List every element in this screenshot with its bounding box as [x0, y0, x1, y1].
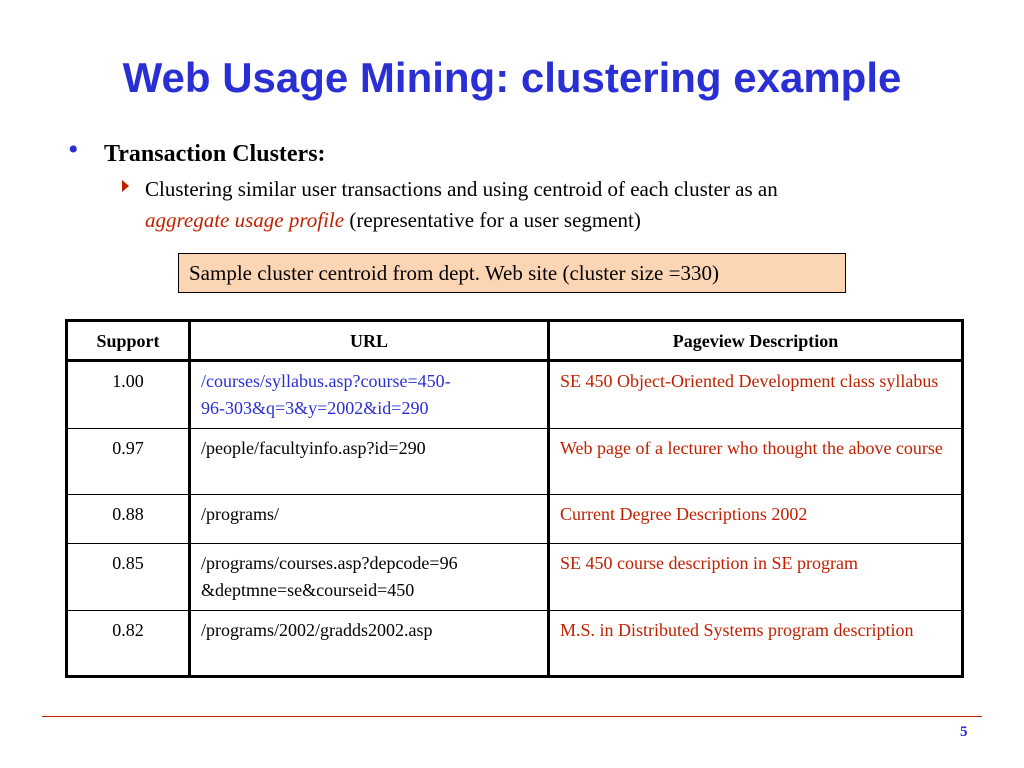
sub-bullet-text-after: (representative for a user segment) [349, 208, 641, 232]
cell-description: Web page of a lecturer who thought the above course [549, 429, 963, 495]
cell-url: /programs/2002/gradds2002.asp [190, 611, 549, 677]
cluster-callout: Sample cluster centroid from dept. Web site (cluster size =330) [178, 253, 846, 293]
cell-support: 0.85 [67, 544, 190, 611]
table-row [67, 361, 963, 429]
table-row [67, 611, 963, 677]
cell-url: /programs/courses.asp?depcode=96 &deptmne=se&courseid=450 [190, 544, 549, 611]
cell-description: SE 450 course description in SE program [549, 544, 963, 611]
cell-support: 0.97 [67, 429, 190, 495]
page-number: 5 [960, 724, 968, 740]
cell-support: 1.00 [67, 361, 190, 429]
cell-support: 0.88 [67, 495, 190, 544]
header-description: Pageview Description [549, 321, 963, 361]
cell-description: SE 450 Object-Oriented Development class syllabus [549, 361, 963, 429]
cell-description: Current Degree Descriptions 2002 [549, 495, 963, 544]
table-row [67, 495, 963, 544]
table-header-row [67, 321, 963, 361]
cell-url: /programs/ [190, 495, 549, 544]
table-row [67, 544, 963, 611]
cell-support: 0.82 [67, 611, 190, 677]
slide-title: Web Usage Mining: clustering example [122, 54, 902, 101]
cell-url: /courses/syllabus.asp?course=450- 96-303&q=3&y=2002&id=290 [190, 361, 549, 429]
cluster-centroid-table [65, 319, 964, 678]
footer-divider [42, 716, 982, 717]
header-url: URL [190, 321, 549, 361]
cell-url: /people/facultyinfo.asp?id=290 [190, 429, 549, 495]
cell-description: M.S. in Distributed Systems program description [549, 611, 963, 677]
bullet-dot-icon: • [68, 133, 79, 166]
table-row [67, 429, 963, 495]
sub-bullet-text-before: Clustering similar user transactions and using centroid of each cluster as an [145, 177, 778, 201]
sub-bullet-emphasis: aggregate usage profile [145, 208, 345, 232]
bullet-heading: Transaction Clusters: [104, 141, 326, 167]
header-support: Support [67, 321, 190, 361]
sub-bullet-text [145, 174, 945, 236]
sub-bullet-arrow-icon [122, 180, 129, 192]
